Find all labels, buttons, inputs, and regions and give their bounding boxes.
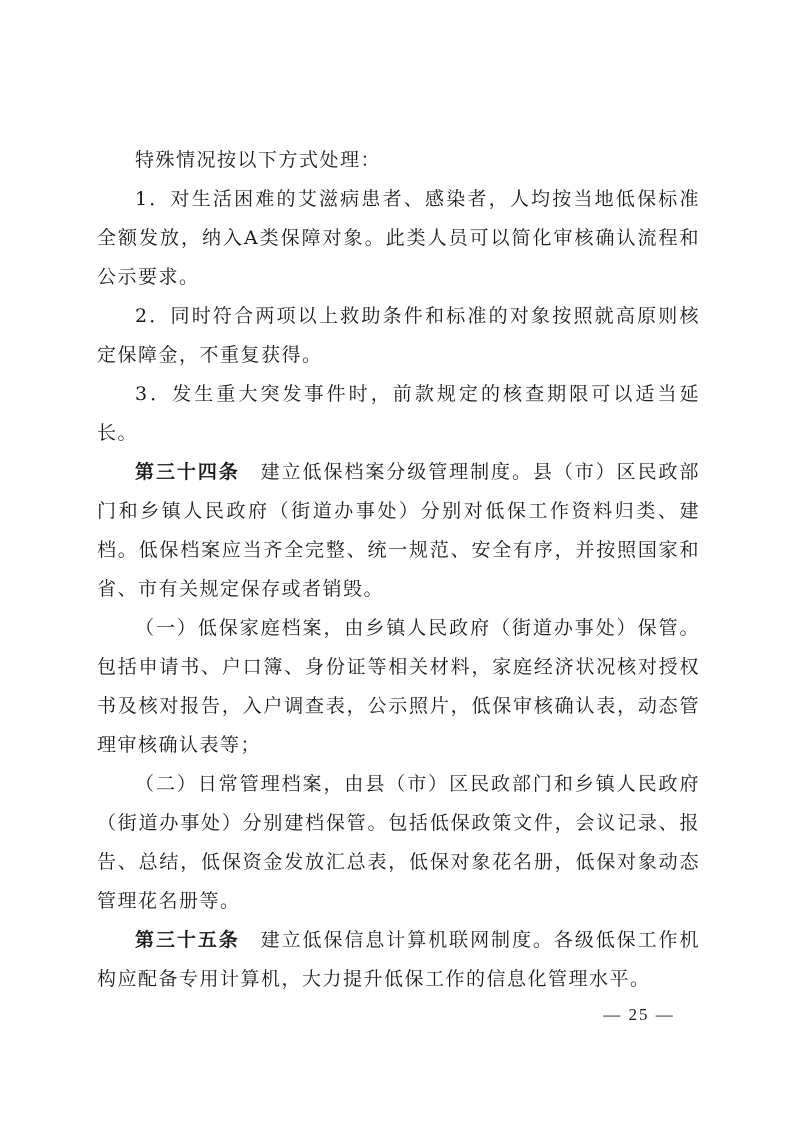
paragraph-item-2: 2．同时符合两项以上救助条件和标准的对象按照就高原则核定保障金，不重复获得。: [97, 305, 700, 366]
paragraph-item-1: 1．对生活困难的艾滋病患者、感染者，人均按当地低保标准全额发放，纳入A类保障对象。此类人员可以简化审核确认流程和公示要求。: [97, 188, 700, 288]
article-34-heading: 第三十四条: [135, 461, 240, 483]
article-35: [97, 921, 700, 999]
paragraph-item-3: 3．发生重大突发事件时，前款规定的核查期限可以适当延长。: [97, 383, 700, 444]
document-body: [97, 141, 700, 999]
article-35-text: 建立低保信息计算机联网制度。各级低保工作机构应配备专用计算机，大力提升低保工作的信息化管理水平。: [97, 929, 700, 990]
page-number: — 25 —: [603, 1005, 675, 1024]
paragraph-daily-archive: （二）日常管理档案，由县（市）区民政部门和乡镇人民政府（街道办事处）分别建档保管。包括低保政策文件，会议记录、报告、总结，低保资金发放汇总表，低保对象花名册，低保对象动态管理花名册等。: [97, 773, 700, 912]
article-34-text: 建立低保档案分级管理制度。县（市）区民政部门和乡镇人民政府（街道办事处）分别对低保工作资料归类、建档。低保档案应当齐全完整、统一规范、安全有序，并按照国家和省、市有关规定保存或者销毁。: [97, 461, 700, 600]
paragraph-family-archive: （一）低保家庭档案，由乡镇人民政府（街道办事处）保管。包括申请书、户口簿、身份证等相关材料，家庭经济状况核对授权书及核对报告，入户调查表，公示照片，低保审核确认表，动态管理审核确认表等；: [97, 617, 700, 756]
article-34: [97, 453, 700, 609]
article-35-heading: 第三十五条: [135, 929, 240, 951]
paragraph-special-cases: 特殊情况按以下方式处理：: [135, 149, 382, 171]
